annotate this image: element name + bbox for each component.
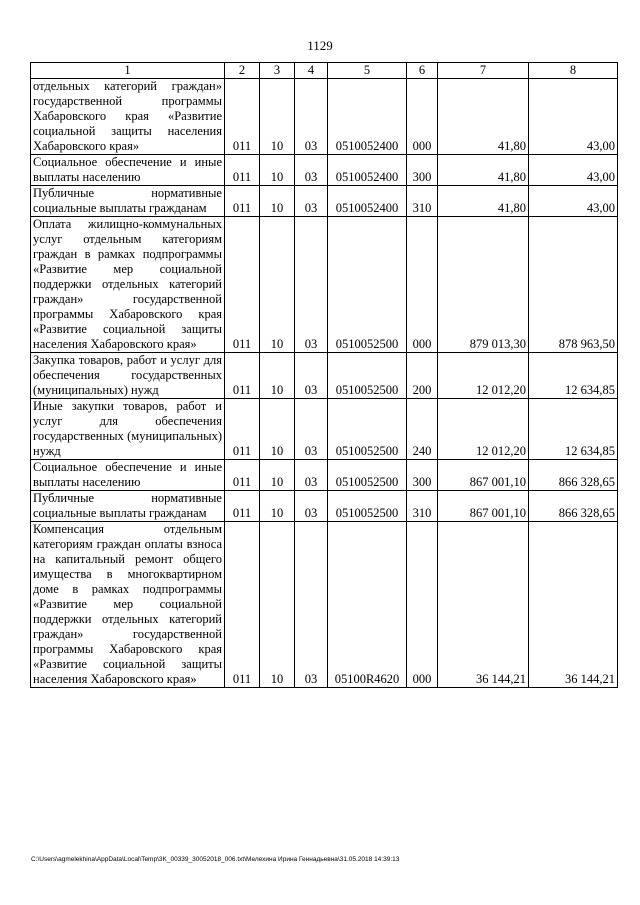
- row-amount-col7: 12 012,20: [438, 353, 529, 399]
- row-expense-type: 310: [407, 491, 438, 522]
- row-expense-type: 300: [407, 460, 438, 491]
- header-cell-1: 1: [31, 63, 225, 79]
- row-target-article: 0510052500: [328, 460, 407, 491]
- row-name: Компенсация отдельным категориям граждан оплаты взноса на капитальный ремонт общего имущества в многоквартирном доме в рамках подпрограммы «Развитие мер социальной поддержки отдельных категорий граждан» государственной программы Хабаровского края «Развитие социальной защиты населения Хабаровского края»: [31, 522, 225, 688]
- row-amount-col8: 12 634,85: [529, 353, 618, 399]
- row-amount-col7: 867 001,10: [438, 460, 529, 491]
- row-amount-col8: 43,00: [529, 155, 618, 186]
- row-amount-col7: 41,80: [438, 155, 529, 186]
- table-row: [31, 353, 618, 399]
- row-target-article: 0510052500: [328, 217, 407, 353]
- row-target-article: 0510052500: [328, 353, 407, 399]
- row-expense-type: 000: [407, 217, 438, 353]
- row-expense-type: 000: [407, 79, 438, 155]
- row-name: Публичные нормативные социальные выплаты гражданам: [31, 491, 225, 522]
- header-cell-8: 8: [529, 63, 618, 79]
- row-subsection-code: 03: [295, 399, 328, 460]
- row-target-article: 0510052400: [328, 155, 407, 186]
- header-cell-6: 6: [407, 63, 438, 79]
- row-amount-col7: 36 144,21: [438, 522, 529, 688]
- row-subsection-code: 03: [295, 522, 328, 688]
- row-amount-col8: 866 328,65: [529, 460, 618, 491]
- row-expense-type: 200: [407, 353, 438, 399]
- table-header-row: [31, 63, 618, 79]
- row-amount-col8: 12 634,85: [529, 399, 618, 460]
- row-expense-type: 300: [407, 155, 438, 186]
- row-amount-col7: 867 001,10: [438, 491, 529, 522]
- row-subsection-code: 03: [295, 186, 328, 217]
- row-subsection-code: 03: [295, 217, 328, 353]
- row-ministry-code: 011: [225, 522, 260, 688]
- header-cell-4: 4: [295, 63, 328, 79]
- table-row: [31, 217, 618, 353]
- row-ministry-code: 011: [225, 217, 260, 353]
- row-amount-col7: 12 012,20: [438, 399, 529, 460]
- row-amount-col8: 866 328,65: [529, 491, 618, 522]
- row-section-code: 10: [260, 186, 295, 217]
- row-name: Иные закупки товаров, работ и услуг для обеспечения государственных (муниципальных) нужд: [31, 399, 225, 460]
- row-expense-type: 240: [407, 399, 438, 460]
- row-section-code: 10: [260, 522, 295, 688]
- row-subsection-code: 03: [295, 460, 328, 491]
- row-ministry-code: 011: [225, 399, 260, 460]
- row-section-code: 10: [260, 491, 295, 522]
- footer-file-path: C:\Users\agmelekhina\AppData\Local\Temp\3K_00339_30052018_006.txt\Мелехина Ирина Геннадьевна\31.05.2018 14:39:13: [31, 856, 400, 863]
- table-row: [31, 186, 618, 217]
- row-target-article: 0510052500: [328, 491, 407, 522]
- table-row: [31, 79, 618, 155]
- row-section-code: 10: [260, 399, 295, 460]
- row-section-code: 10: [260, 79, 295, 155]
- table-row: [31, 155, 618, 186]
- row-ministry-code: 011: [225, 491, 260, 522]
- row-section-code: 10: [260, 217, 295, 353]
- row-section-code: 10: [260, 460, 295, 491]
- page-number: 1129: [307, 38, 333, 53]
- row-amount-col8: 878 963,50: [529, 217, 618, 353]
- row-section-code: 10: [260, 353, 295, 399]
- row-target-article: 0510052400: [328, 79, 407, 155]
- row-ministry-code: 011: [225, 460, 260, 491]
- row-expense-type: 310: [407, 186, 438, 217]
- row-amount-col8: 36 144,21: [529, 522, 618, 688]
- table-row: [31, 399, 618, 460]
- row-amount-col8: 43,00: [529, 79, 618, 155]
- row-section-code: 10: [260, 155, 295, 186]
- row-ministry-code: 011: [225, 155, 260, 186]
- row-ministry-code: 011: [225, 79, 260, 155]
- row-amount-col7: 879 013,30: [438, 217, 529, 353]
- row-name: Закупка товаров, работ и услуг для обеспечения государственных (муниципальных) нужд: [31, 353, 225, 399]
- row-subsection-code: 03: [295, 155, 328, 186]
- row-amount-col7: 41,80: [438, 186, 529, 217]
- row-name: отдельных категорий граждан» государственной программы Хабаровского края «Развитие социальной защиты населения Хабаровского края»: [31, 79, 225, 155]
- table-row: [31, 522, 618, 688]
- header-cell-2: 2: [225, 63, 260, 79]
- row-target-article: 05100R4620: [328, 522, 407, 688]
- header-cell-5: 5: [328, 63, 407, 79]
- row-target-article: 0510052400: [328, 186, 407, 217]
- row-name: Социальное обеспечение и иные выплаты населению: [31, 155, 225, 186]
- row-name: Публичные нормативные социальные выплаты гражданам: [31, 186, 225, 217]
- row-subsection-code: 03: [295, 79, 328, 155]
- budget-table: [30, 62, 618, 688]
- row-target-article: 0510052500: [328, 399, 407, 460]
- table-row: [31, 491, 618, 522]
- row-ministry-code: 011: [225, 353, 260, 399]
- row-name: Оплата жилищно-коммунальных услуг отдельным категориям граждан в рамках подпрограммы «Развитие мер социальной поддержки отдельных категорий граждан» государственной программы Хабаровского края «Развитие социальной защиты населения Хабаровского края»: [31, 217, 225, 353]
- header-cell-3: 3: [260, 63, 295, 79]
- row-name: Социальное обеспечение и иные выплаты населению: [31, 460, 225, 491]
- row-subsection-code: 03: [295, 353, 328, 399]
- row-subsection-code: 03: [295, 491, 328, 522]
- row-expense-type: 000: [407, 522, 438, 688]
- row-ministry-code: 011: [225, 186, 260, 217]
- table-row: [31, 460, 618, 491]
- row-amount-col8: 43,00: [529, 186, 618, 217]
- row-amount-col7: 41,80: [438, 79, 529, 155]
- header-cell-7: 7: [438, 63, 529, 79]
